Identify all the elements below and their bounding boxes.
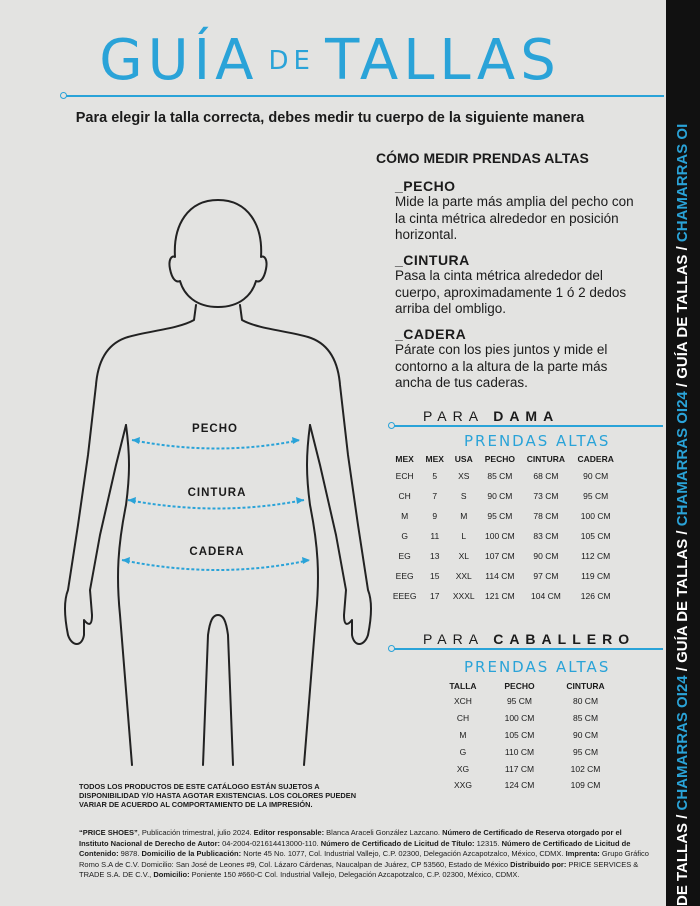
footer-t7: Grupo Gráfico Romo S.A de C.V. Domicilio: San José de Leones #9, Col. Lázaro Cárdenas, Naucalpan de Juárez, CP 53560, Estado de México [79, 849, 649, 869]
dama-label [423, 408, 559, 424]
table-cell: 90 CM [487, 491, 513, 501]
caballero-label-bold: CABALLERO [493, 631, 636, 647]
footer-b9: Domicilio: [153, 870, 190, 880]
table-row [388, 546, 620, 566]
table-cell: 80 CM [572, 696, 599, 707]
table-cell: 107 CM [484, 551, 515, 561]
side-text-4: CHAMARRAS OI24 [674, 391, 691, 527]
measure-item-cadera [395, 326, 645, 392]
dama-line-dot [388, 422, 395, 429]
table-cell: 97 CM [533, 571, 559, 581]
table-cell: 95 CM [487, 511, 513, 521]
caballero-prendas-title: PRENDAS ALTAS [464, 658, 611, 676]
side-text-1: DE TALLAS / [674, 810, 691, 906]
table-cell: 121 CM [484, 591, 515, 601]
table-cell: 13 [430, 551, 440, 561]
table-row [436, 710, 622, 727]
footer-b3: Número de Certificado de Reserva otorgado por el Instituto Nacional de Derecho de Autor: [79, 828, 622, 848]
table-cell: 126 CM [580, 591, 611, 601]
page-title [0, 28, 660, 93]
table-cell: 100 CM [580, 511, 611, 521]
table-row [436, 777, 622, 794]
table-row [388, 566, 620, 586]
table-cell: 90 CM [572, 729, 599, 740]
caballero-line-dot [388, 645, 395, 652]
table-cell: 95 CM [583, 491, 609, 501]
footer-b5: Número de Certificado de Licitud de Contenido: [79, 838, 631, 859]
title-underline [64, 95, 664, 97]
measure-item-cintura [395, 252, 645, 318]
col-header: CINTURA [526, 454, 566, 464]
side-text-3: / GUÍA DE TALLAS / [674, 526, 691, 676]
table-row [436, 727, 622, 744]
table-cell: 9 [432, 511, 438, 521]
table-cell: 109 CM [570, 780, 601, 791]
table-cell: 110 CM [504, 746, 535, 757]
col-header: CADERA [577, 454, 614, 464]
col-header: CINTURA [566, 681, 605, 691]
table-cell: 95 CM [572, 746, 599, 757]
table-cell: 15 [430, 571, 440, 581]
table-cell: L [461, 531, 467, 541]
col-header: PECHO [484, 454, 515, 464]
table-cell: XS [458, 471, 470, 481]
table-cell: ECH [395, 471, 414, 481]
side-banner-text [666, 0, 700, 906]
body-label-cintura: CINTURA [187, 487, 247, 499]
measure-head: _PECHO [395, 178, 456, 194]
table-cell: M [459, 729, 467, 740]
title-part3: TALLAS [325, 28, 561, 93]
table-cell: 105 CM [580, 531, 611, 541]
table-cell: 100 CM [504, 713, 535, 724]
table-cell: 105 CM [504, 729, 535, 740]
col-header: USA [454, 454, 473, 464]
caballero-line [393, 648, 663, 650]
footer-t4: 12315. [474, 838, 502, 848]
table-cell: 119 CM [581, 571, 611, 581]
table-row [436, 760, 622, 777]
measure-text: Pasa la cinta métrica alrededor del cuerpo, aproximadamente 1 ó 2 dedos arriba del ombligo. [395, 268, 627, 316]
caballero-size-table [436, 679, 622, 794]
table-cell: CH [398, 491, 411, 501]
footer-b4: Número de Certificado de Licitud de Título: [320, 838, 475, 848]
table-cell: XCH [453, 696, 472, 707]
table-cell: 95 CM [506, 696, 532, 707]
col-header: TALLA [449, 681, 477, 691]
table-cell: 5 [432, 471, 438, 481]
table-cell: 117 CM [504, 763, 535, 774]
footer-t1: , Publicación trimestral, julio 2024. [137, 828, 254, 837]
table-cell: 100 CM [484, 531, 515, 541]
table-cell: 85 CM [487, 471, 513, 481]
measure-head: _CINTURA [395, 252, 470, 268]
table-cell: XXG [453, 780, 472, 791]
table-cell: CH [456, 713, 470, 724]
dama-label-pre: PARA [423, 408, 494, 424]
measure-text: Párate con los pies juntos y mide el contorno a la altura de la parte más ancha de tus caderas. [395, 342, 608, 390]
table-cell: 73 CM [533, 491, 559, 501]
footer-t8: PRICE SERVICES & TRADE S.A. DE C.V., [79, 859, 639, 880]
table-cell: G [401, 531, 408, 541]
footer-t9: Poniente 150 #660-C Col. Industrial Vallejo, Delegación Azcapotzalco, C.P. 02300, México, CDMX. [189, 870, 520, 880]
footer-b8: Distribuido por: [510, 859, 567, 869]
footer-t2: Blanca Araceli González Lazcano. [324, 828, 443, 837]
measure-title: CÓMO MEDIR PRENDAS ALTAS [376, 150, 589, 166]
side-text-5: / GUÍA DE TALLAS / [674, 242, 691, 392]
caballero-label-pre: PARA [423, 631, 494, 647]
table-cell: 104 CM [531, 591, 561, 601]
footer-t6: Norte 45 No. 1077, Col. Industrial Vallejo, C.P. 02300, Delegación Azcapotzalco, México, CDMX. [241, 849, 566, 859]
table-cell: 102 CM [570, 763, 601, 774]
title-part2: DE [268, 46, 315, 76]
table-cell: 68 CM [533, 471, 559, 481]
table-cell: 114 CM [485, 571, 515, 581]
body-label-cadera: CADERA [189, 546, 245, 558]
subtitle: Para elegir la talla correcta, debes medir tu cuerpo de la siguiente manera [75, 110, 585, 126]
table-cell: EEEG [392, 591, 417, 601]
table-cell: 78 CM [533, 511, 559, 521]
title-part1: GUÍA [99, 28, 259, 93]
table-cell: EEG [395, 571, 414, 581]
side-text-2: CHAMARRAS OI24 [674, 675, 691, 811]
table-header-row [436, 679, 622, 693]
footer-b6: Domicilio de la Publicación: [141, 849, 242, 859]
table-cell: 124 CM [504, 780, 535, 791]
dama-line [393, 425, 663, 427]
table-cell: 90 CM [583, 471, 609, 481]
col-header: MEX [425, 454, 444, 464]
table-cell: XXL [455, 571, 472, 581]
table-cell: 7 [432, 491, 438, 501]
table-cell: G [459, 746, 467, 757]
side-text-6: CHAMARRAS OI [674, 123, 691, 243]
table-cell: 11 [430, 531, 440, 541]
table-cell: 83 CM [533, 531, 559, 541]
measure-text: Mide la parte más amplia del pecho con la cinta métrica alrededor en posición horizontal. [395, 194, 634, 242]
footer-t5: 9878. [118, 849, 142, 859]
body-label-pecho: PECHO [192, 423, 238, 435]
measure-item-pecho [395, 178, 645, 244]
measure-head: _CADERA [395, 326, 467, 342]
dama-size-table [388, 452, 620, 606]
table-cell: 90 CM [533, 551, 559, 561]
table-row [388, 586, 620, 606]
table-cell: XG [456, 763, 470, 774]
col-header: MEX [395, 454, 414, 464]
table-row [436, 693, 622, 710]
table-row [436, 743, 622, 760]
table-cell: 85 CM [572, 713, 599, 724]
table-cell: M [460, 511, 468, 521]
table-cell: EG [398, 551, 411, 561]
dama-prendas-title: PRENDAS ALTAS [464, 432, 611, 450]
table-cell: XXXL [452, 591, 475, 601]
legal-notice: TODOS LOS PRODUCTOS DE ESTE CATÁLOGO ESTÁN SUJETOS A DISPONIBILIDAD Y/O HASTA AGOTAR EXISTENCIAS. LOS COLORES PUEDEN VARIAR DE ACUERDO AL COMPORTAMIENTO DE LA IMPRESIÓN. [79, 782, 357, 809]
publication-footer [79, 828, 651, 881]
col-header: PECHO [504, 681, 535, 691]
table-cell: 112 CM [581, 551, 611, 561]
table-cell: XL [458, 551, 469, 561]
footer-b7: Imprenta: [565, 849, 600, 859]
table-row [388, 506, 620, 526]
dama-label-bold: DAMA [493, 408, 560, 424]
table-header-row [388, 452, 620, 466]
footer-t3: 04-2004-021614413000-110. [219, 838, 321, 848]
body-silhouette [48, 195, 388, 775]
caballero-label [423, 631, 635, 647]
table-cell: S [460, 491, 467, 501]
table-row [388, 486, 620, 506]
table-cell: 17 [430, 591, 440, 601]
table-cell: M [401, 511, 409, 521]
footer-b2: Editor responsable: [253, 828, 325, 837]
table-row [388, 466, 620, 486]
table-row [388, 526, 620, 546]
footer-b1: “PRICE SHOES” [79, 828, 138, 837]
title-underline-dot [60, 92, 67, 99]
